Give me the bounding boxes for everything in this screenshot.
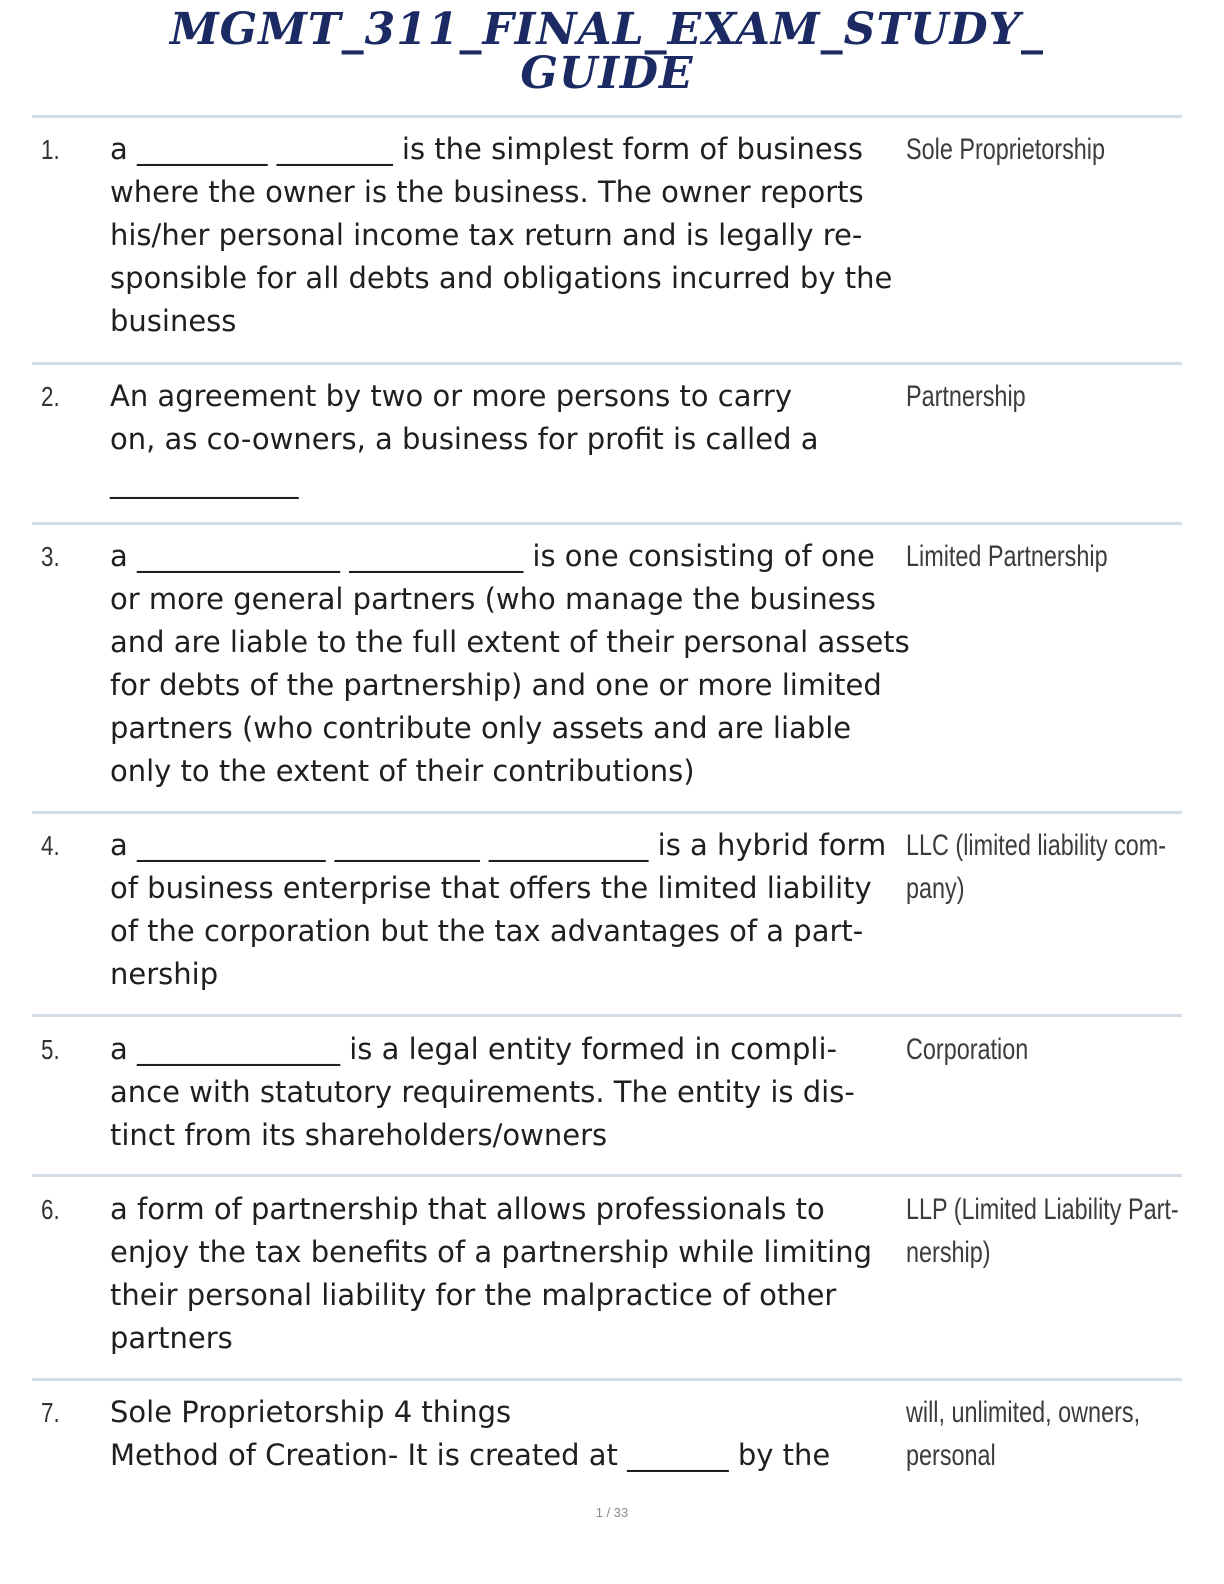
answer-line: personal (906, 1439, 996, 1472)
card-question (110, 128, 904, 343)
divider (32, 1014, 1182, 1017)
answer-line: LLP (Limited Liability Part- (906, 1193, 1179, 1226)
question-line: and are liable to the full extent of their personal assets (110, 625, 910, 659)
question-line: An agreement by two or more persons to carry (110, 379, 792, 413)
divider (32, 1174, 1182, 1177)
document-title-line-1: MGMT_311_FINAL_EXAM_STUDY_ (169, 4, 1045, 55)
question-line: or more general partners (who manage the business (110, 582, 876, 616)
card-answer (906, 1391, 1140, 1477)
question-line: a _____________ __________ ___________ is a hybrid form (110, 828, 887, 862)
card-number: 3. (41, 541, 60, 572)
answer-line: Corporation (906, 1033, 1029, 1066)
question-line: a _________ ________ is the simplest form of business (110, 132, 863, 166)
question-line: partners (who contribute only assets and are liable (110, 711, 852, 745)
card-number: 7. (41, 1397, 60, 1428)
answer-line: will, unlimited, owners, (906, 1396, 1141, 1429)
card-question (110, 824, 904, 996)
card-answer (906, 824, 1166, 910)
answer-line: Sole Proprietorship (906, 133, 1106, 166)
question-line: Method of Creation- It is created at _______ by the (110, 1438, 831, 1472)
card-number: 4. (41, 830, 60, 861)
question-line: nership (110, 957, 219, 991)
question-line: only to the extent of their contributions) (110, 754, 695, 788)
card-question (110, 1028, 904, 1157)
question-line: on, as co-owners, a business for profit is called a (110, 422, 819, 456)
question-line: a form of partnership that allows professionals to (110, 1192, 825, 1226)
answer-line: LLC (limited liability com- (906, 829, 1167, 862)
document-title (32, 4, 1182, 99)
question-line: his/her personal income tax return and is legally re- (110, 218, 863, 252)
card-answer (906, 375, 1026, 418)
answer-line: pany) (906, 872, 965, 905)
page-indicator: 1 / 33 (595, 1505, 629, 1520)
question-line: _____________ (110, 465, 299, 499)
question-line: for debts of the partnership) and one or more limited (110, 668, 882, 702)
card-question (110, 1391, 904, 1477)
question-line: partners (110, 1321, 233, 1355)
card-number: 2. (41, 381, 60, 412)
answer-line: nership) (906, 1236, 991, 1269)
answer-line: Limited Partnership (906, 540, 1108, 573)
card-question (110, 375, 904, 504)
question-line: a ______________ ____________ is one consisting of one (110, 539, 875, 573)
card-answer (906, 1028, 1028, 1071)
question-line: of business enterprise that offers the limited liability (110, 871, 872, 905)
card-answer (906, 128, 1105, 171)
question-line: enjoy the tax benefits of a partnership while limiting (110, 1235, 873, 1269)
card-answer (906, 1188, 1179, 1274)
divider (32, 1378, 1182, 1381)
document-title-line-2: GUIDE (520, 48, 694, 99)
question-line: ance with statutory requirements. The entity is dis- (110, 1075, 855, 1109)
card-number: 1. (41, 134, 60, 165)
question-line: sponsible for all debts and obligations incurred by the (110, 261, 893, 295)
card-question (110, 535, 910, 793)
question-line: a ______________ is a legal entity formed in compli- (110, 1032, 837, 1066)
card-number: 5. (41, 1034, 60, 1065)
card-question (110, 1188, 904, 1360)
card-answer (906, 535, 1108, 578)
question-line: their personal liability for the malpractice of other (110, 1278, 837, 1312)
divider (32, 522, 1182, 525)
divider (32, 362, 1182, 365)
divider (32, 811, 1182, 814)
question-line: tinct from its shareholders/owners (110, 1118, 608, 1152)
answer-line: Partnership (906, 380, 1026, 413)
question-line: of the corporation but the tax advantages of a part- (110, 914, 864, 948)
question-line: where the owner is the business. The owner reports (110, 175, 864, 209)
question-line: business (110, 304, 237, 338)
divider (32, 115, 1182, 118)
card-number: 6. (41, 1194, 60, 1225)
question-line: Sole Proprietorship 4 things (110, 1395, 512, 1429)
